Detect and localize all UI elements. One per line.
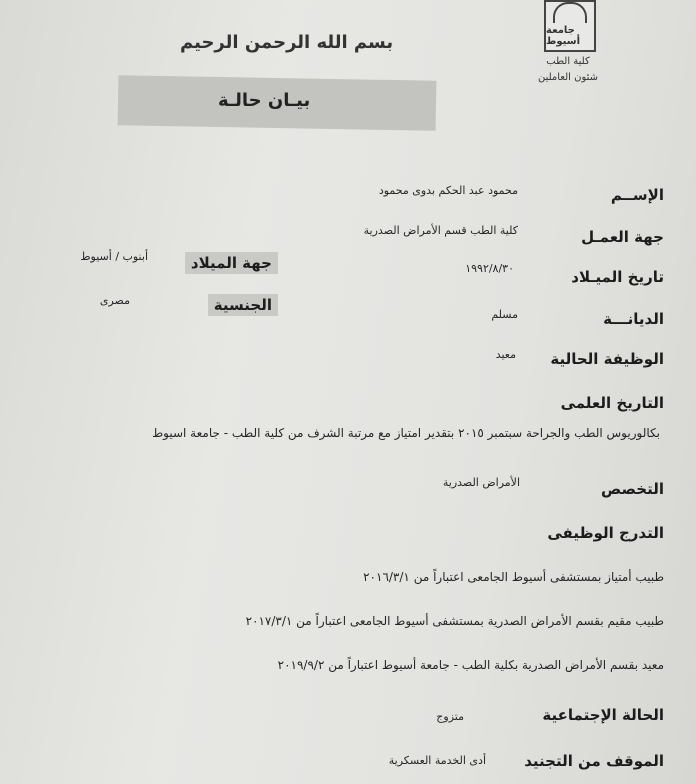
military-status-value: أدى الخدمة العسكرية (388, 754, 486, 767)
specialty-label: التخصص (601, 480, 664, 498)
nationality-label: الجنسية (208, 294, 278, 316)
workplace-value: كلية الطب قسم الأمراض الصدرية (363, 224, 518, 237)
current-job-label: الوظيفة الحالية (550, 350, 664, 368)
birth-date-value: ١٩٩٢/٨/٣٠ (465, 262, 514, 275)
current-job-value: معيد (495, 348, 516, 361)
military-status-label: الموقف من التجنيد (524, 752, 664, 770)
academic-history-value: بكالوريوس الطب والجراحة سبتمبر ٢٠١٥ بتقدير امتياز مع مرتبة الشرف من كلية الطب - جامعة اسيوط (152, 426, 660, 440)
religion-label: الديانـــة (603, 310, 664, 328)
religion-value: مسلم (491, 308, 518, 321)
arch-icon (553, 2, 587, 23)
university-logo (544, 0, 596, 52)
logo-text: جامعة أسيوط (546, 25, 580, 47)
birth-date-label: تاريخ الميـلاد (571, 268, 664, 286)
page-title: بيـان حالـة (218, 90, 311, 111)
faculty-name: كلية الطب (546, 56, 590, 67)
marital-status-label: الحالة الإجتماعية (542, 706, 664, 724)
nationality-value: مصرى (99, 294, 130, 307)
career-item: طبيب أمتياز بمستشفى أسيوط الجامعى اعتباراً من ٢٠١٦/٣/١ (363, 570, 664, 584)
marital-status-value: متزوج (436, 710, 464, 723)
department-name: شئون العاملين (537, 72, 599, 83)
birth-place-value: أبنوب / أسيوط (80, 250, 148, 263)
specialty-value: الأمراض الصدرية (442, 476, 520, 489)
name-label: الإســم (610, 186, 664, 204)
academic-history-label: التاريخ العلمى (560, 394, 664, 412)
workplace-label: جهة العمـل (581, 228, 664, 246)
career-item: معيد بقسم الأمراض الصدرية بكلية الطب - جامعة أسيوط اعتباراً من ٢٠١٩/٩/٢ (277, 658, 664, 672)
birth-place-label: جهة الميلاد (185, 252, 278, 274)
name-value: محمود عبد الحكم بدوى محمود (378, 184, 518, 197)
bismillah: بسم الله الرحمن الرحيم (180, 32, 394, 53)
career-item: طبيب مقيم بقسم الأمراض الصدرية بمستشفى أسيوط الجامعى اعتباراً من ٢٠١٧/٣/١ (245, 614, 664, 628)
career-label: التدرج الوظيفى (547, 524, 664, 542)
